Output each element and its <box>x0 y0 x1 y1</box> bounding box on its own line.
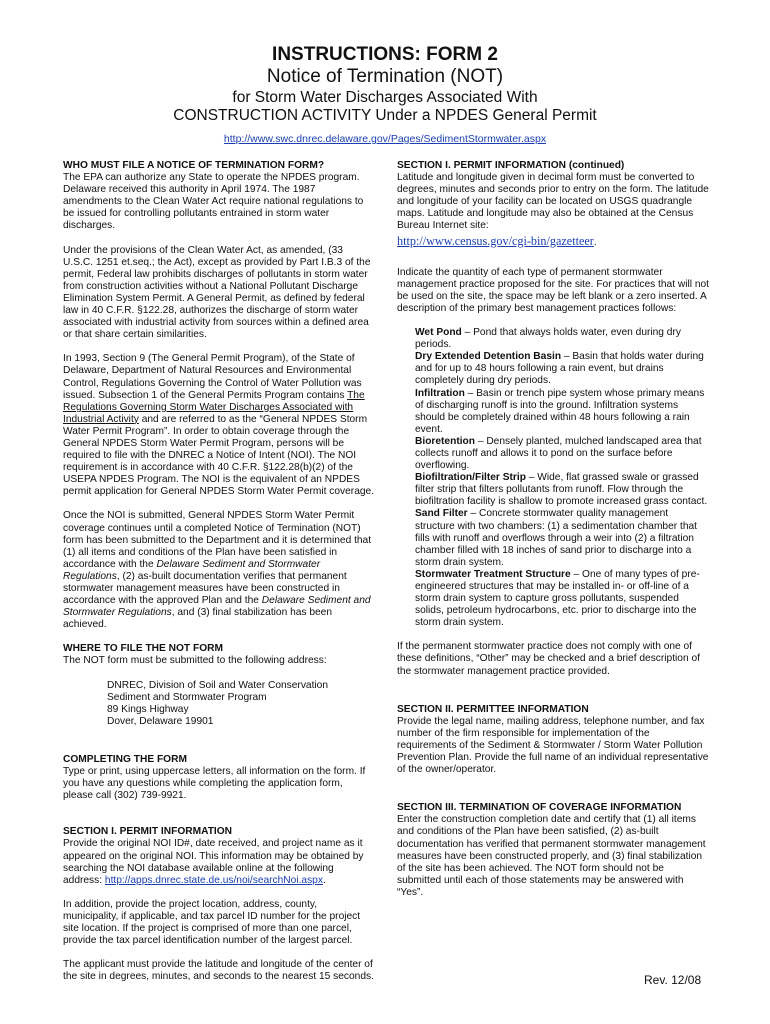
regulations-ref-2: Delaware Sediment and Stormwater Regulations <box>63 595 371 619</box>
bmp-item <box>415 569 709 629</box>
completing-paragraph: Type or print, using uppercase letters, all information on the form. If you have any questions while completing the application form, please call (302) 739-9921. <box>63 766 366 802</box>
completing-form-heading: COMPLETING THE FORM <box>63 753 187 765</box>
who-p3-text-b: and are referred to as the “General NPDES Storm Water Permit Program”. In order to obtain coverage through the General NPDES Storm Water Permit Program, persons will be required to file with the DNREC a Notice of Intent (NOI). The NOI requirement is in accordance with 40 C.F.R. §122.28(b)(2) of the USEPA NPDES Program. The NOI is the equivalent of an NPDES permit application for General NPDES Storm Water Permit coverage. <box>63 413 375 498</box>
bmp-desc: – Pond that always holds water, even during dry periods. <box>415 327 681 351</box>
bmp-desc: – Basin that holds water during and for up to 48 hours following a rain event, but drains completely during dry periods. <box>415 351 704 387</box>
address-line: Dover, Delaware 19901 <box>107 715 214 727</box>
header-url-row <box>0 133 770 145</box>
regulations-ref-1: Delaware Sediment and Stormwater Regulations <box>63 558 321 582</box>
left-column <box>63 160 375 995</box>
address-line: 89 Kings Highway <box>107 703 189 715</box>
bmp-item <box>415 508 709 568</box>
bmp-term: Biofiltration/Filter Strip <box>415 472 526 484</box>
where-paragraph: The NOT form must be submitted to the following address: <box>63 655 327 667</box>
bmp-term: Wet Pond <box>415 327 462 339</box>
other-practice-paragraph: If the permanent stormwater practice does not comply with one of these definitions, “Other” may be checked and a brief description of the stormwater management practice provided. <box>397 641 700 677</box>
bmp-item <box>415 436 709 472</box>
subtitle-line-4: CONSTRUCTION ACTIVITY Under a NPDES General Permit <box>173 107 597 124</box>
address-line: DNREC, Division of Soil and Water Conservation <box>107 679 329 691</box>
bmp-item <box>415 327 709 351</box>
census-link-row <box>397 235 709 249</box>
who-paragraph-1: The EPA can authorize any State to operate the NPDES program. Delaware received this authority in April 1974. The 1987 amendments to the Clean Water Act require national regulations to be issued for controlling pollutants entrained in storm water discharges. <box>63 172 364 232</box>
section-2-heading: SECTION II. PERMITTEE INFORMATION <box>397 703 589 715</box>
section-3-paragraph: Enter the construction completion date and certify that (1) all items and conditions of the Plan have been satisfied, (2) as-built documentation has verified that permanent stormwater management measures have been constructed properly, and (3) final stabilization of the site has been achieved. The NOT form should not be submitted until each of those statements may be answered with “Yes”. <box>397 814 706 898</box>
page-subtitle: Notice of Termination (NOT) <box>266 66 504 87</box>
mailing-address <box>107 680 375 728</box>
census-gazetteer-link[interactable]: http://www.census.gov/cgi-bin/gazetteer <box>397 233 594 248</box>
section-2-paragraph: Provide the legal name, mailing address, telephone number, and fax number of the firm responsible for implementation of the requirements of the Sediment & Stormwater / Storm Water Pollution Prevention Plan. Provide the full name of an individual representative of the owner/operator. <box>397 715 709 776</box>
section-1-paragraph-2: In addition, provide the project location, address, county, municipality, if applicable, and tax parcel ID number for the project site location. If the project is comprised of more than one parcel, provide the tax parcel identification number of the largest parcel. <box>63 898 361 947</box>
bmp-term: Dry Extended Detention Basin <box>415 351 562 363</box>
bmp-desc: – Wide, flat grassed swale or grassed filter strip that filters pollutants from runoff. Flow through the biofiltration facility is shallow to promote increased grass contact. <box>415 472 708 508</box>
bmp-desc: – Basin or trench pipe system whose primary means of discharging runoff is into the ground. Infiltration systems should be completely drained within 48 hours following a rain event. <box>415 387 705 435</box>
section-1-paragraph-3: The applicant must provide the latitude and longitude of the center of the site in degrees, minutes, and seconds to the nearest 15 seconds. <box>63 959 374 983</box>
subtitle-line-3: for Storm Water Discharges Associated With <box>232 89 538 106</box>
section-1-heading: SECTION I. PERMIT INFORMATION <box>63 826 233 838</box>
who-paragraph-4 <box>63 510 375 631</box>
sec1-text-a: Provide the original NOI ID#, date received, and project name as it appeared on the original NOI. This information may be obtained by searching the NOI database available online at the following address: <box>63 838 364 886</box>
lat-long-paragraph: Latitude and longitude given in decimal form must be converted to degrees, minutes and seconds prior to entry on the form. The latitude and longitude of your facility can be located on USGS quadrangle maps. Latitude and longitude may also be obtained at the Census Bureau Internet site: <box>397 172 709 232</box>
section-3-heading: SECTION III. TERMINATION OF COVERAGE INFORMATION <box>397 802 682 814</box>
census-link-tail: . <box>593 236 597 248</box>
bmp-desc: – Concrete stormwater quality management structure with two chambers: (1) a sedimentation chamber that fills with runoff and overflows through a weir into (2) a filtration chamber filled with 18 inches of sand prior to discharge into a storm drain system. <box>415 508 697 568</box>
noi-search-link[interactable]: http://apps.dnrec.state.de.us/noi/searchNoi.aspx <box>104 874 323 886</box>
bmp-term: Stormwater Treatment Structure <box>415 568 571 580</box>
bmp-term: Bioretention <box>415 435 475 447</box>
revision-label: Rev. 12/08 <box>644 973 702 987</box>
bmp-desc: – One of many types of pre-engineered structures that may be installed in- or off-line of a storm drain system to capture gross pollutants, suspended solids, petroleum hydrocarbons, etc. prior to discharge into the storm drain system. <box>415 568 700 629</box>
bmp-intro-paragraph: Indicate the quantity of each type of permanent stormwater management practice proposed for the site. For practices that will not be used on the site, the space may be left blank or a zero inserted. A description of the primary best management practices follows: <box>397 266 710 314</box>
who-paragraph-3 <box>63 353 375 498</box>
bmp-term: Infiltration <box>415 387 465 399</box>
bmp-list <box>415 327 709 629</box>
where-to-file-heading: WHERE TO FILE THE NOT FORM <box>63 643 223 655</box>
who-paragraph-2: Under the provisions of the Clean Water Act, as amended, (33 U.S.C. 1251 et.seq.; the Act), except as provided by Part I.B.3 of the permit, Federal law prohibits discharges of pollutants in storm water from construction activities without a National Pollutant Discharge Elimination System Permit. A General Permit, as defined by federal law in 40 C.F.R. §122.28, authorizes the discharge of storm water associated with industrial activity from sources within a defined area or that share certain similarities. <box>63 244 371 341</box>
bmp-desc: – Densely planted, mulched landscaped area that collects runoff and allows it to pond on the surface before overflowing. <box>415 435 702 472</box>
bmp-item <box>415 472 709 508</box>
who-p4-text-b: , (2) as-built documentation verifies that permanent stormwater management measures have been constructed in accordance with the approved Plan and the <box>63 570 347 607</box>
section-1-paragraph-1 <box>63 838 375 886</box>
stormwater-program-link[interactable]: http://www.swc.dnrec.delaware.gov/Pages/SedimentStormwater.aspx <box>223 133 547 145</box>
bmp-item <box>415 351 709 387</box>
address-line: Sediment and Stormwater Program <box>107 691 267 703</box>
who-p4-text-c: , and (3) final stabilization has been achieved. <box>63 607 332 631</box>
bmp-item <box>415 388 709 436</box>
bmp-term: Sand Filter <box>415 508 468 520</box>
who-p3-text-a: In 1993, Section 9 (The General Permit Program), of the State of Delaware, Department of Natural Resources and Environmental Control, Regulations Governing the Control of Water Pollution was issued. Subsection 1 of the General Permits Program contains <box>63 353 362 401</box>
right-column <box>397 160 709 911</box>
who-must-file-heading: WHO MUST FILE A NOTICE OF TERMINATION FORM? <box>63 160 325 171</box>
regulations-title: The Regulations Governing Storm Water Discharges Associated with Industrial Activity <box>63 389 365 425</box>
page-title: INSTRUCTIONS: FORM 2 <box>272 44 498 65</box>
who-p4-text-a: Once the NOI is submitted, General NPDES Storm Water Permit coverage continues until a completed Notice of Termination (NOT) form has been submitted to the Department and it is determined that (1) all items and conditions of the Plan have been satisfied in accordance with the <box>63 510 372 570</box>
section-1-continued-heading: SECTION I. PERMIT INFORMATION (continued) <box>397 160 625 171</box>
sec1-text-b: . <box>322 874 326 886</box>
